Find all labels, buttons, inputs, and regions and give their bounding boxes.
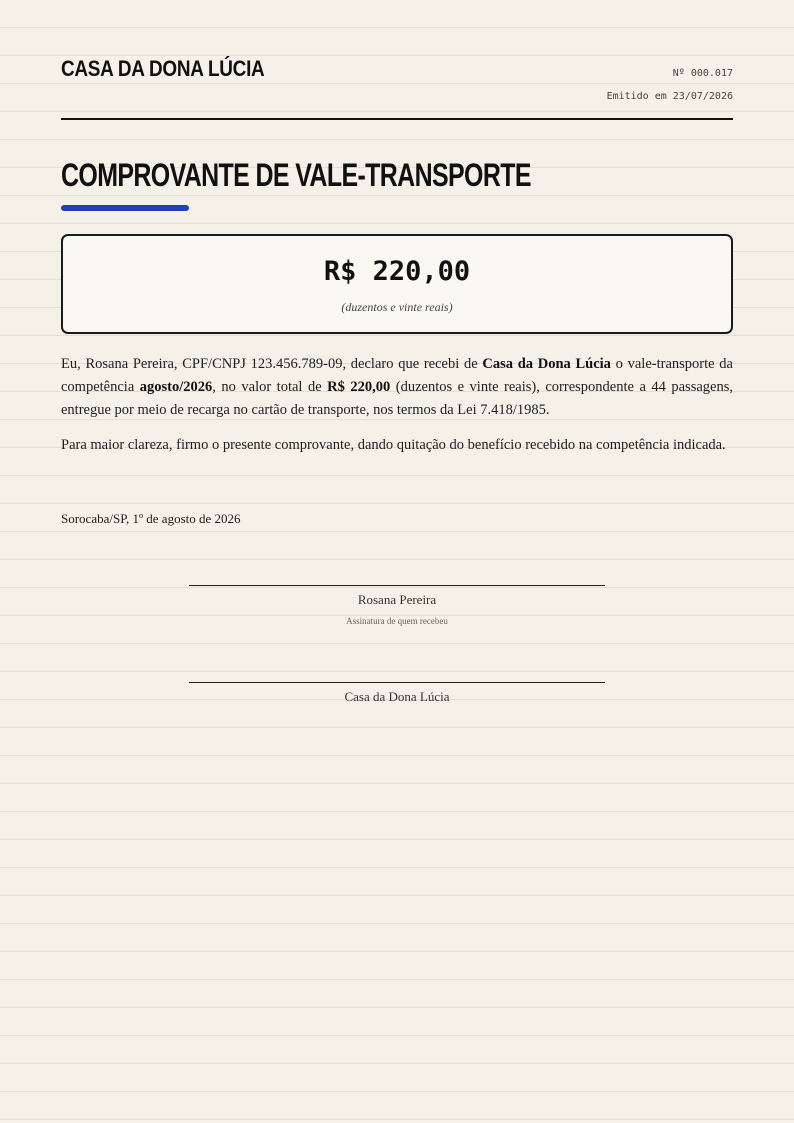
header-divider [61, 118, 733, 120]
total-amount: R$ 220,00 [327, 379, 391, 395]
receipt-page [61, 0, 733, 1123]
amount-box [61, 234, 733, 334]
declaration-text: o vale-transporte da competência [61, 356, 733, 395]
document-number: Nº 000.017 [672, 68, 733, 79]
declaration-paragraph [61, 353, 733, 422]
place-and-date: Sorocaba/SP, 1º de agosto de 2026 [61, 511, 241, 526]
document-meta [607, 62, 733, 108]
document-title: COMPROVANTE DE VALE-TRANSPORTE [61, 157, 531, 193]
competence-period: agosto/2026 [139, 379, 213, 395]
declaration-text: , no valor total de [212, 379, 328, 395]
title-accent-bar [61, 205, 189, 211]
employee-signature-name: Rosana Pereira [357, 592, 437, 607]
company-brand: CASA DA DONA LÚCIA [61, 56, 265, 81]
issue-date: Emitido em 23/07/2026 [606, 91, 733, 102]
closing-paragraph: Para maior clareza, firmo o presente comprovante, dando quitação do benefício recebido na competência indicada. [61, 437, 726, 453]
declaration-text: (duzentos e vinte reais), correspondente a 44 passagens, entregue por meio de recarga no cartão de transporte, nos termos da Lei 7.418/1985. [61, 379, 733, 418]
amount-in-words: (duzentos e vinte reais) [341, 300, 453, 314]
company-signature-line [189, 682, 605, 683]
employee-signature-line [189, 585, 605, 586]
company-name: Casa da Dona Lúcia [482, 356, 611, 372]
company-signature-name: Casa da Dona Lúcia [344, 689, 450, 704]
amount-value: R$ 220,00 [323, 256, 471, 287]
employee-signature-role: Assinatura de quem recebeu [346, 616, 448, 626]
declaration-text: Eu, Rosana Pereira, CPF/CNPJ 123.456.789-09, declaro que recebi de [61, 356, 483, 372]
